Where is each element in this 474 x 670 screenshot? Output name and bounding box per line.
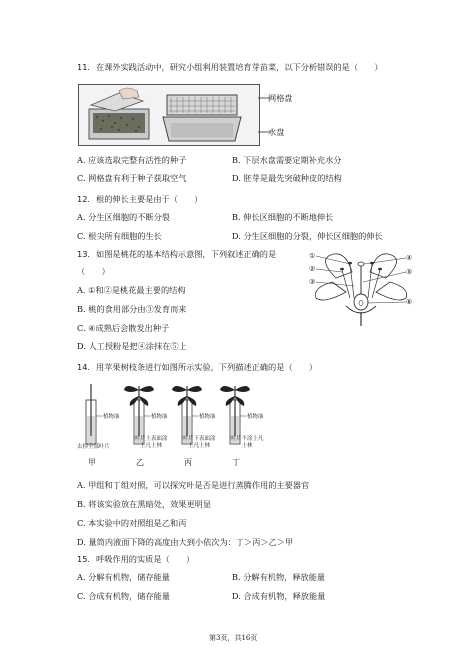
group-bing: 丙 <box>184 458 192 467</box>
q11-number: 11. <box>77 62 91 72</box>
cylinder-jia <box>86 384 96 444</box>
q11-option-a: A. 应该选取完整有活性的种子 <box>77 155 187 165</box>
flower-label-2: ② <box>309 265 316 273</box>
q12-option-a: A. 分生区细胞的不断分裂 <box>77 212 170 222</box>
sub-label-yi: 叶片上表面涂上凡士林 <box>134 436 168 449</box>
q15-number: 15. <box>77 554 91 564</box>
q14-option-b: B. 将该实验放在黑暗处，效果更明显 <box>77 499 212 509</box>
q14-option-c: C. 本实验中的对照组是乙和丙 <box>77 518 187 528</box>
q13-option-d: D. 人工授粉是把④涂抹在⑤上 <box>77 341 187 351</box>
sub-label-bing: 叶片下表面涂上凡士林 <box>182 436 216 449</box>
water-tray-label: 水盘 <box>268 127 285 137</box>
peach-flower-diagram <box>306 248 416 328</box>
q14-option-a: A. 甲组和丁组对照，可以探究叶是否是进行蒸腾作用的主要器官 <box>77 480 310 490</box>
q15-option-b: B. 分解有机物，释放能量 <box>232 572 326 582</box>
flower-label-1: ① <box>309 252 316 260</box>
q11-option-b: B. 下层水盘需要定期补充水分 <box>232 155 342 165</box>
q15-option-c: C. 合成有机物，储存能量 <box>77 591 171 601</box>
q15-stem: 呼吸作用的实质是（ ） <box>96 554 195 564</box>
q13-option-b: B. 桃的食用部分由③发育而来 <box>77 304 187 314</box>
q12-option-d: D. 分生区细胞的分裂，伸长区细胞的伸长 <box>232 231 383 241</box>
q12-option-c: C. 根尖所有细胞的生长 <box>77 231 162 241</box>
q13-option-c: C. ④成熟后会散发出种子 <box>77 323 170 333</box>
flower-label-6: ⑥ <box>406 298 413 306</box>
q11-stem: 在课外实践活动中，研究小组利用装置培育芽苗菜，以下分析错误的是（ ） <box>96 62 383 72</box>
q14-option-d: D. 量筒内液面下降的高度由大到小依次为：丁＞丙＞乙＞甲 <box>77 537 294 547</box>
mesh-tray-label: 网格盘 <box>268 93 293 103</box>
sub-label-jia: 去掉全部叶片 <box>77 444 111 450</box>
q12-option-b: B. 伸长区细胞的不断地伸长 <box>232 212 334 222</box>
q11-option-c: C. 网格盘有利于种子获取空气 <box>77 173 187 183</box>
q12-number: 12. <box>77 194 91 204</box>
oil-label-bing: 植物油 <box>199 414 216 420</box>
q14-stem: 用苹果树枝条进行如图所示实验，下列描述正确的是（ ） <box>96 362 318 372</box>
group-yi: 乙 <box>136 458 144 467</box>
q13-stem: 如图是桃花的基本结构示意图，下列叙述正确的是 <box>96 249 277 259</box>
oil-label-yi: 植物油 <box>151 414 168 420</box>
sub-label-ding: 叶片不涂上凡士林 <box>230 436 264 449</box>
q15-option-a: A. 分解有机物，储存能量 <box>77 572 170 582</box>
flower-label-4: ④ <box>406 254 413 262</box>
flower-label-3: ③ <box>309 278 316 286</box>
group-jia: 甲 <box>88 458 96 467</box>
oil-label-ding: 植物油 <box>247 414 264 420</box>
q11-option-d: D. 胚芽是最先突破种皮的结构 <box>232 173 342 183</box>
q13-paren: （ ） <box>77 266 110 276</box>
q15-option-d: D. 合成有机物，释放能量 <box>232 591 326 601</box>
sprout-tray-image <box>79 85 259 145</box>
page-footer: 第3页，共16页 <box>209 634 258 642</box>
flower-label-5: ⑤ <box>406 268 413 276</box>
group-ding: 丁 <box>232 458 240 467</box>
q14-number: 14. <box>77 362 91 372</box>
q13-number: 13. <box>77 249 91 259</box>
q12-stem: 根的伸长主要是由于（ ） <box>96 194 203 204</box>
q13-option-a: A. ①和②是桃花最主要的结构 <box>77 285 186 295</box>
q11-photo <box>78 84 260 146</box>
oil-label-jia: 植物油 <box>103 414 120 420</box>
